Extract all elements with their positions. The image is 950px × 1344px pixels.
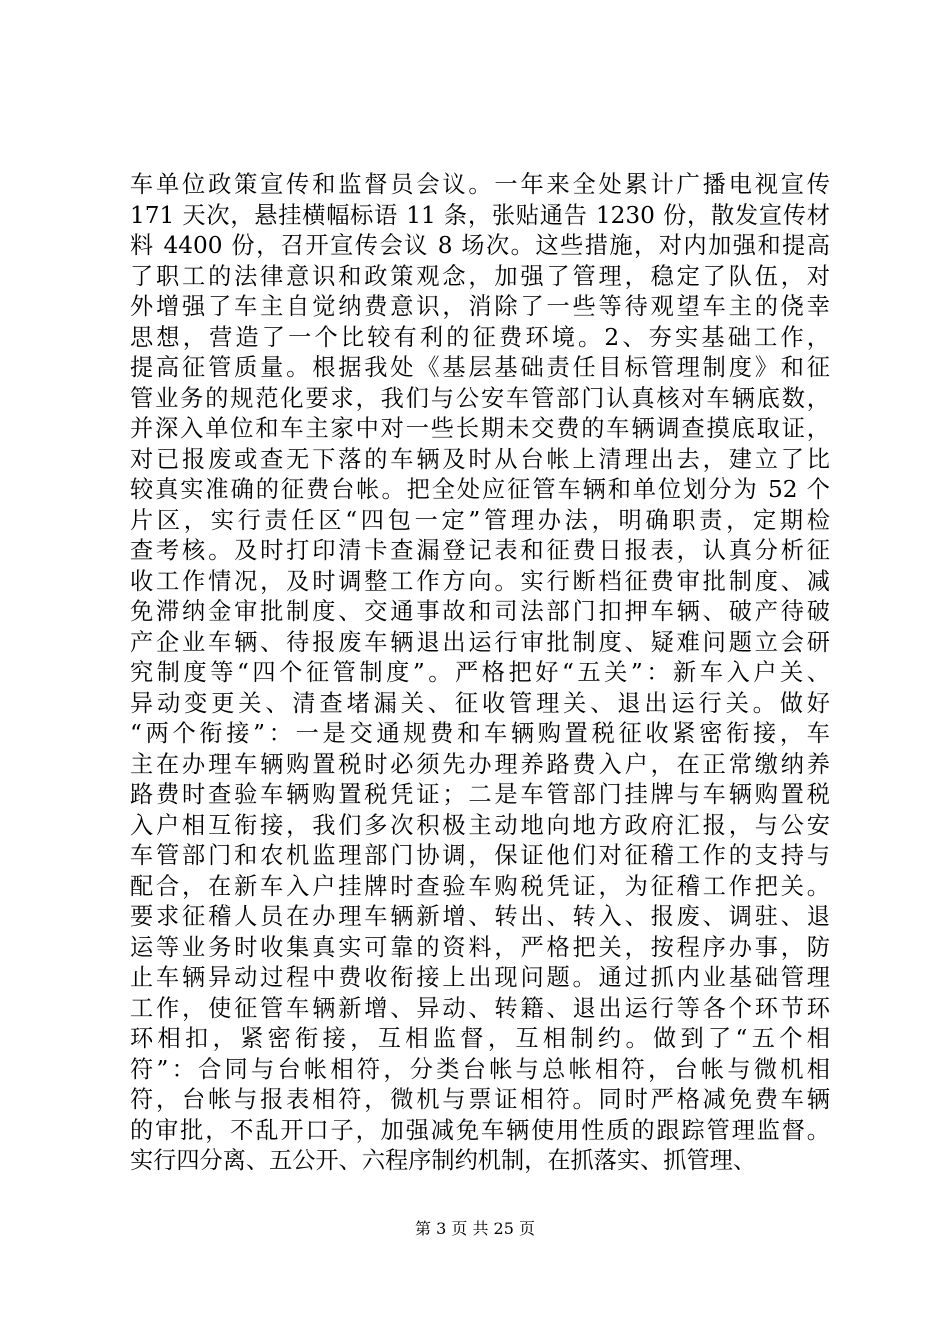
text-line: 收工作情况，及时调整工作方向。实行断档征费审批制度、减 xyxy=(130,567,830,595)
text-line: 了职工的法律意识和政策观念，加强了管理，稳定了队伍，对 xyxy=(130,262,830,290)
text-line: 环相扣，紧密衔接，互相监督，互相制约。做到了“五个相 xyxy=(130,1025,830,1052)
text-line: 符”：合同与台帐相符，分类台帐与总帐相符，台帐与微机相 xyxy=(130,1055,830,1083)
text-line: 较真实准确的征费台帐。把全处应征管车辆和单位划分为 52 个 xyxy=(130,476,830,503)
body-text xyxy=(130,170,830,1177)
text-line: 路费时查验车辆购置税凭证；二是车管部门挂牌与车辆购置税 xyxy=(130,781,830,808)
text-line: 配合，在新车入户挂牌时查验车购税凭证，为征稽工作把关。 xyxy=(130,872,830,900)
page-footer: 第 3 页 共 25 页 xyxy=(415,1219,535,1238)
text-line: 符，台帐与报表相符，微机与票证相符。同时严格减免费车辆 xyxy=(130,1086,830,1113)
text-line: 产企业车辆、待报废车辆退出运行审批制度、疑难问题立会研 xyxy=(130,628,830,656)
text-line: 异动变更关、清查堵漏关、征收管理关、退出运行关。做好 xyxy=(130,689,830,717)
text-line: 思想，营造了一个比较有利的征费环境。2、夯实基础工作， xyxy=(130,323,830,351)
text-line: 查考核。及时打印清卡查漏登记表和征费日报表，认真分析征 xyxy=(130,537,830,564)
text-line: 管业务的规范化要求，我们与公安车管部门认真核对车辆底数， xyxy=(130,384,830,412)
text-line: 片区，实行责任区“四包一定”管理办法，明确职责，定期检 xyxy=(130,506,830,534)
text-line: 提高征管质量。根据我处《基层基础责任目标管理制度》和征 xyxy=(130,354,830,381)
text-line: 车管部门和农机监理部门协调，保证他们对征稽工作的支持与 xyxy=(130,842,830,869)
text-line: 实行四分离、五公开、六程序制约机制，在抓落实、抓管理、 xyxy=(130,1147,757,1174)
text-line: 免滞纳金审批制度、交通事故和司法部门扣押车辆、破产待破 xyxy=(130,598,830,625)
text-line: 工作，使征管车辆新增、异动、转籍、退出运行等各个环节环 xyxy=(130,994,830,1022)
text-line: 外增强了车主自觉纳费意识，消除了一些等待观望车主的侥幸 xyxy=(130,293,830,320)
text-line: 车单位政策宣传和监督员会议。一年来全处累计广播电视宣传 xyxy=(130,171,830,198)
text-line: 料 4400 份，召开宣传会议 8 场次。这些措施，对内加强和提高 xyxy=(130,232,830,259)
text-line: 并深入单位和车主家中对一些长期未交费的车辆调查摸底取证， xyxy=(130,415,830,442)
text-line: 究制度等“四个征管制度”。严格把好“五关”：新车入户关、 xyxy=(130,659,830,686)
text-line: 止车辆异动过程中费收衔接上出现问题。通过抓内业基础管理 xyxy=(130,964,830,991)
text-line: 运等业务时收集真实可靠的资料，严格把关，按程序办事，防 xyxy=(130,933,830,961)
text-line: “两个衔接”：一是交通规费和车辆购置税征收紧密衔接，车 xyxy=(130,720,830,747)
text-line: 入户相互衔接，我们多次积极主动地向地方政府汇报，与公安 xyxy=(130,811,830,839)
text-line: 对已报废或查无下落的车辆及时从台帐上清理出去，建立了比 xyxy=(130,445,830,473)
text-line: 要求征稽人员在办理车辆新增、转出、转入、报废、调驻、退 xyxy=(130,903,830,930)
text-line: 的审批，不乱开口子，加强减免车辆使用性质的跟踪管理监督。 xyxy=(130,1116,830,1144)
text-line: 主在办理车辆购置税时必须先办理养路费入户，在正常缴纳养 xyxy=(130,750,830,778)
text-line: 171 天次，悬挂横幅标语 11 条，张贴通告 1230 份，散发宣传材 xyxy=(130,201,830,229)
